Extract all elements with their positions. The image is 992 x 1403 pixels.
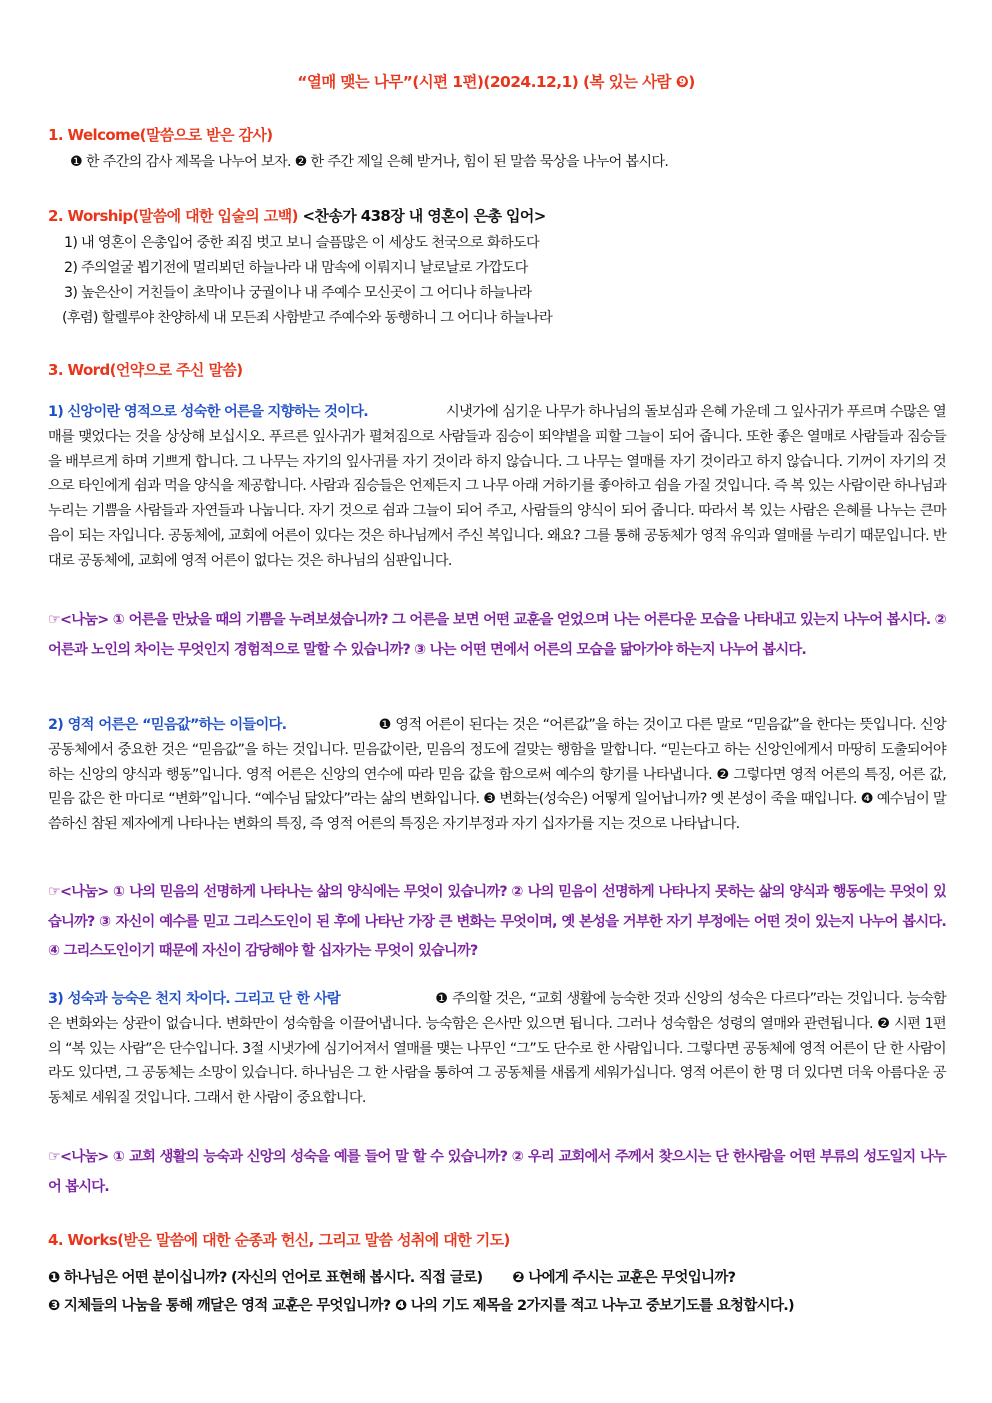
hymn-verse-3: 3) 높은산이 거친들이 초막이나 궁궐이나 내 주예수 모신곳이 그 어디나 하늘나라 bbox=[64, 285, 532, 301]
share-questions-1: ☞<나눔> ① 어른을 만났을 때의 기쁨을 누려보셨습니까? 그 어른을 보면 어떤 교훈을 얻었으며 나는 어른다운 모습을 나타내고 있는지 나누어 봅시다. ② 어른과 노인의 차이는 무엇인지 경험적으로 말할 수 있습니까? ③ 나는 어떤 면에서 어른의 모습을 닮아가야 하는지 나누어 봅시다. bbox=[48, 612, 946, 658]
worship-heading-text: 2. Worship(말씀에 대한 입술의 고백) bbox=[48, 207, 298, 225]
point-2-body: ❶ 영적 어른이 된다는 것은 “어른값”을 하는 것이고 다른 말로 “믿음값”을 한다는 뜻입니다. 신앙공동체에서 중요한 것은 “믿음값”을 하는 것입니다. 믿음값이란, 믿음의 정도에 걸맞는 행함을 말합니다. “믿는다고 하는 신앙인에게서 마땅히 도출되어야 하는 신앙의 양식과 행동”입니다. 영적 어른은 신앙의 연수에 따라 믿음 값을 함으로써 예수의 향기를 나타냅니다. ❷ 그렇다면 영적 어른의 특징, 어른 값, 믿음 값은 한 마디로 “변화”입니다. “예수님 닮았다”라는 삶의 변화입니다. ❸ 변화는(성숙은) 어떻게 일어납니까? 옛 본성이 죽을 때입니다. ❹ 예수님이 말씀하신 참된 제자에게 나타나는 변화의 특징, 즉 영적 어른의 특징은 자기부정과 자기 십자가를 지는 것으로 나타납니다. bbox=[48, 717, 946, 833]
section-welcome-heading: 1. Welcome(말씀으로 받은 감사) bbox=[48, 126, 273, 144]
point-3-body: ❶ 주의할 것은, “교회 생활에 능숙한 것과 신앙의 성숙은 다르다”라는 것입니다. 능숙함은 변화와는 상관이 없습니다. 변화만이 성숙함을 이끌어냅니다. 능숙함은 은사만 있으면 됩니다. 그러나 성숙함은 성령의 열매와 관련됩니다. ❷ 시편 1편의 “복 있는 사람”은 단수입니다. 3절 시냇가에 심기어져서 열매를 맺는 나무인 “그”도 단수로 한 사람입니다. 그렇다면 공동체에 영적 어른이 단 한 사람이라도 있다면, 그 공동체는 소망이 있습니다. 하나님은 그 한 사람을 통하여 그 공동체를 새롭게 세워가십니다. 영적 어른이 한 명 더 있다면 더욱 아름다운 공동체로 세워질 것입니다. 그래서 한 사람이 중요합니다. bbox=[48, 991, 946, 1107]
hymn-verse-2: 2) 주의얼굴 뵙기전에 멀리뵈던 하늘나라 내 맘속에 이뤄지니 날로날로 가깝도다 bbox=[64, 260, 528, 276]
point-2-title: 2) 영적 어른은 “믿음값”하는 이들이다. bbox=[48, 717, 287, 733]
word-point-1 bbox=[48, 400, 946, 574]
point-1-title: 1) 신앙이란 영적으로 성숙한 어른을 지향하는 것이다. bbox=[48, 404, 368, 420]
section-word-heading: 3. Word(언약으로 주신 말씀) bbox=[48, 361, 243, 379]
works-question-2: ❷ 나에게 주시는 교훈은 무엇입니까? bbox=[512, 1270, 736, 1286]
page-title: “열매 맺는 나무”(시편 1편)(2024.12,1) (복 있는 사람 ❾) bbox=[297, 73, 695, 91]
hymn-chorus: (후렴) 할렐루야 찬양하세 내 모든죄 사함받고 주예수와 동행하니 그 어디나 하늘나라 bbox=[62, 310, 552, 326]
word-point-2 bbox=[48, 713, 946, 837]
share-questions-3: ☞<나눔> ① 교회 생활의 능숙과 신앙의 성숙을 예를 들어 말 할 수 있습니까? ② 우리 교회에서 주께서 찾으시는 단 한사람을 어떤 부류의 성도일지 나누어 봅시다. bbox=[48, 1149, 946, 1195]
works-line-1 bbox=[48, 1266, 735, 1287]
share-questions-2: ☞<나눔> ① 나의 믿음의 선명하게 나타나는 삶의 양식에는 무엇이 있습니까? ② 나의 믿음이 선명하게 나타나지 못하는 삶의 양식과 행동에는 무엇이 있습니까? ③ 자신이 예수를 믿고 그리스도인이 된 후에 나타난 가장 큰 변화는 무엇이며, 옛 본성을 거부한 자기 부정에는 어떤 것이 있는지 나누어 봅시다. ④ 그리스도인이기 때문에 자신이 감당해야 할 십자가는 무엇이 있습니까? bbox=[48, 884, 946, 959]
section-works-heading: 4. Works(받은 말씀에 대한 순종과 헌신, 그리고 말씀 성취에 대한 기도) bbox=[48, 1231, 510, 1249]
works-line-2: ❸ 지체들의 나눔을 통해 깨달은 영적 교훈은 무엇입니까? ❹ 나의 기도 제목을 2가지를 적고 나누고 중보기도를 요청합시다.) bbox=[48, 1298, 794, 1314]
word-point-3 bbox=[48, 987, 946, 1111]
point-1-body: 시냇가에 심기운 나무가 하나님의 돌보심과 은혜 가운데 그 잎사귀가 푸르며 수많은 열매를 맺었다는 것을 상상해 보십시오. 푸르른 잎사귀가 펼쳐짐으로 사람들과 짐승이 뙤약볕을 피할 그늘이 되어 줍니다. 또한 좋은 열매로 사람들과 짐승들을 배부르게 하며 기쁘게 합니다. 그 나무는 자기의 잎사귀를 자기 것이라 하지 않습니다. 그 나무는 열매를 자기 것이라고 하지 않습니다. 기꺼이 자기의 것으로 타인에게 쉼과 먹을 양식을 제공합니다. 사람과 짐승들은 언제든지 그 나무 아래 거하기를 좋아하고 쉼을 가질 것입니다. 즉 복 있는 사람이란 하나님과 누리는 기쁨을 사람들과 자연들과 나눕니다. 자기 것으로 쉼과 그늘이 되어 주고, 사람들의 양식이 되어 줍니다. 따라서 복 있는 사람은 은혜를 나누는 큰마음이 되는 자입니다. 공동체에, 교회에 어른이 있다는 것은 하나님께서 주신 복입니다. 왜요? 그를 통해 공동체가 영적 유익과 열매를 누리기 때문입니다. 반대로 공동체에, 교회에 영적 어른이 없다는 것은 하나님의 심판입니다. bbox=[48, 404, 946, 569]
hymn-title: <찬송가 438장 내 영혼이 은총 입어> bbox=[302, 207, 546, 225]
section-worship-heading bbox=[48, 205, 546, 226]
point-3-title: 3) 성숙과 능숙은 천지 차이다. 그리고 단 한 사람 bbox=[48, 991, 340, 1007]
welcome-instruction: ❶ 한 주간의 감사 제목을 나누어 보자. ❷ 한 주간 제일 은혜 받거나, 힘이 된 말씀 묵상을 나누어 봅시다. bbox=[70, 154, 669, 170]
hymn-verse-1: 1) 내 영혼이 은총입어 중한 죄짐 벗고 보니 슬픔많은 이 세상도 천국으로 화하도다 bbox=[64, 235, 540, 251]
works-question-1: ❶ 하나님은 어떤 분이십니까? (자신의 언어로 표현해 봅시다. 직접 글로) bbox=[48, 1270, 483, 1286]
